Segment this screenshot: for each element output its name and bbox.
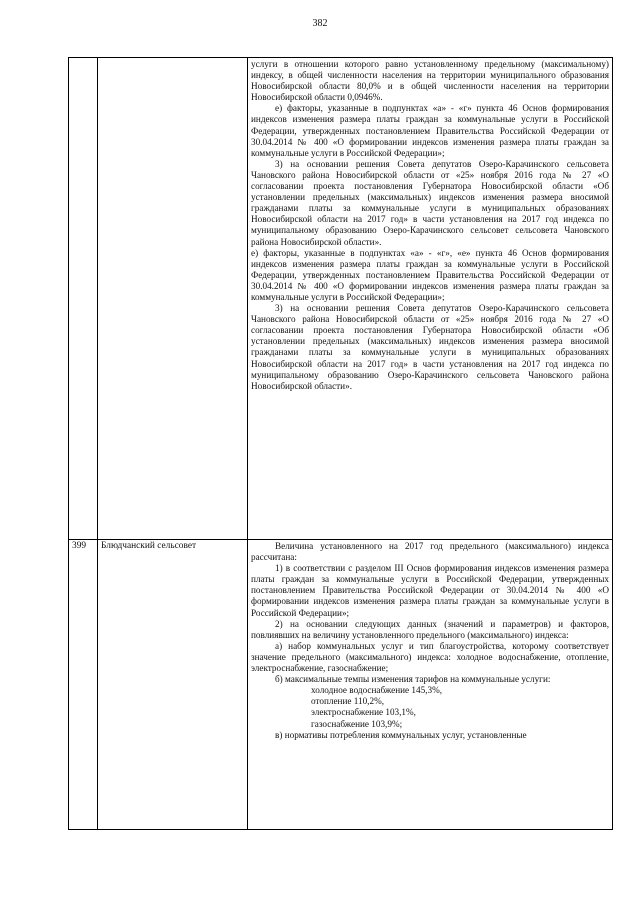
table-row bbox=[69, 58, 613, 540]
municipality-name-cell bbox=[98, 58, 248, 540]
municipality-name-cell: Блюдчанский сельсовет bbox=[98, 540, 248, 830]
page-number: 382 bbox=[312, 18, 328, 29]
description-cell bbox=[248, 58, 613, 540]
paragraph: е) факторы, указанные в подпунктах «а» - «г» пункта 46 Основ формирования индексов изменения размера платы граждан за коммунальные услуги в Российской Федерации, утвержденных постановлением Правительства Российской Федерации от 30.04.2014 № 400 «О формировании индексов изменения размера платы граждан за коммунальные услуги в Российской Федерации»; bbox=[251, 103, 609, 158]
tariff-line: газоснабжение 103,9%; bbox=[311, 718, 403, 729]
description-cell bbox=[248, 540, 613, 830]
tariff-line: холодное водоснабжение 145,3%, bbox=[311, 685, 443, 696]
paragraph: услуги в отношении которого равно установленному предельному (максимальному) индексу, в общей численности населения на территории муниципального образования Новосибирской области 80,0% и в общей численности населения на территории Новосибирской области 0,0946%. bbox=[251, 59, 609, 103]
paragraph: 2) на основании следующих данных (значений и параметров) и факторов, повлиявших на величину установленного предельного (максимального) индекса: bbox=[251, 618, 609, 640]
paragraph: е) факторы, указанные в подпунктах «а» - «г», «е» пункта 46 Основ формирования индексов изменения размера платы граждан за коммунальные услуги в Российской Федерации, утвержденных постановлением Правительства Российской Федерации от 30.04.2014 № 400 «О формировании индексов изменения размера платы граждан за коммунальные услуги в Российской Федерации»; bbox=[251, 247, 609, 302]
paragraph: 1) в соответствии с разделом III Основ формирования индексов изменения размера платы граждан за коммунальные услуги в Российской Федерации, утвержденных постановлением Правительства Российской Федерации от 30.04.2014 № 400 «О формировании индексов изменения размера платы граждан за коммунальные услуги в Российской Федерации»; bbox=[251, 563, 609, 618]
tariff-line: электроснабжение 103,1%, bbox=[311, 707, 416, 718]
paragraph: а) набор коммунальных услуг и тип благоустройства, которому соответствует значение предельного (максимального) индекса: холодное водоснабжение, отопление, электроснабжение, газоснабжение; bbox=[251, 640, 609, 674]
row-number-cell bbox=[69, 58, 98, 540]
paragraph: б) максимальные темпы изменения тарифов на коммунальные услуги: bbox=[275, 674, 551, 685]
paragraph: в) нормативы потребления коммунальных услуг, установленные bbox=[275, 729, 527, 740]
tariff-line: отопление 110,2%, bbox=[311, 696, 385, 707]
table-row bbox=[69, 540, 613, 830]
paragraph: 3) на основании решения Совета депутатов Озеро-Карачинского сельсовета Чановского района Новосибирской области от «25» ноября 2016 года № 27 «О согласовании проекта постановления Губернатора Новосибирской области «Об установлении предельных (максимальных) индексов изменения размера вносимой гражданами платы за коммунальные услуги в муниципальных образованиях Новосибирской области на 2017 год» в части установления на 2017 год индекса по муниципальному образованию Озеро-Карачинского сельсовета Чановского района Новосибирской области». bbox=[251, 303, 609, 391]
paragraph: Величина установленного на 2017 год предельного (максимального) индекса рассчитана: bbox=[251, 541, 609, 563]
paragraph: 3) на основании решения Совета депутатов Озеро-Карачинского сельсовета Чановского района Новосибирской области от «25» ноября 2016 года № 27 «О согласовании проекта постановления Губернатора Новосибирской области «Об установлении предельных (максимальных) индексов изменения размера вносимой гражданами платы за коммунальные услуги в муниципальных образованиях Новосибирской области на 2017 год» в части установления на 2017 год индекса по муниципальному образованию Озеро-Карачинского сельсовет сельсовета Чановского района Новосибирской области». bbox=[251, 158, 609, 247]
row-number-cell: 399 bbox=[69, 540, 98, 830]
document-table bbox=[68, 57, 613, 830]
